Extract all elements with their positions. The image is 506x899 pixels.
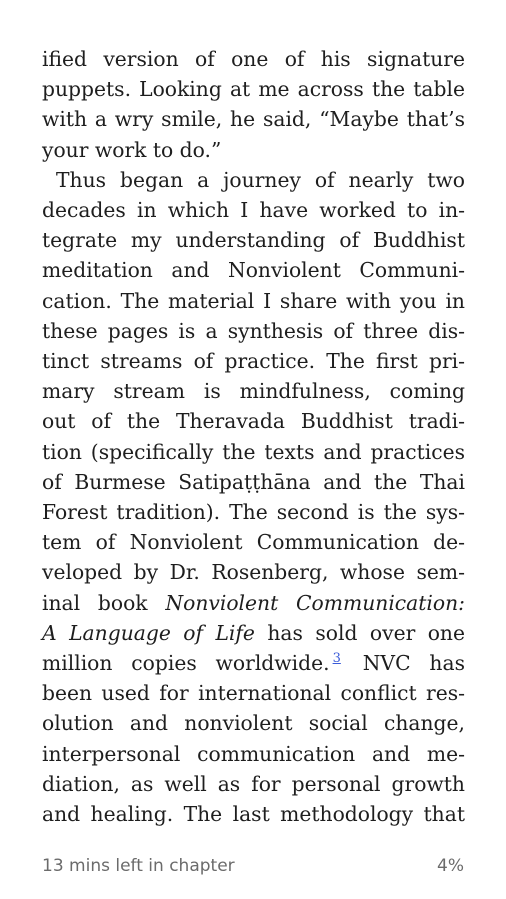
- text-line: mary stream is mindfulness, coming: [42, 379, 465, 404]
- text-line: tinct streams of practice. The first pri-: [42, 349, 465, 374]
- time-left-in-chapter[interactable]: 13 mins left in chapter: [42, 856, 235, 876]
- text-line-with-title: [42, 618, 465, 648]
- paragraph-2: [42, 165, 465, 829]
- text-line: Forest tradition). The second is the sys-: [42, 500, 465, 525]
- text-segment: million copies worldwide.: [42, 651, 330, 676]
- text-line: ified version of one of his signature: [42, 47, 465, 71]
- paragraph-1: [42, 44, 465, 165]
- text-line: olution and nonviolent social change,: [42, 711, 465, 736]
- text-line: tegrate my understanding of Buddhist: [42, 228, 465, 253]
- text-line: diation, as well as for personal growth: [42, 771, 465, 796]
- text-line: Thus began a journey of nearly two: [56, 167, 465, 192]
- text-line: decades in which I have worked to in-: [42, 198, 465, 223]
- text-line: veloped by Dr. Rosenberg, whose sem-: [42, 560, 465, 585]
- text-line: out of the Theravada Buddhist tradi-: [42, 409, 465, 434]
- progress-percent: 4%: [437, 856, 464, 876]
- text-line: tem of Nonviolent Communication de-: [42, 530, 465, 555]
- text-line-with-title: [42, 588, 465, 618]
- text-line: puppets. Looking at me across the table: [42, 77, 465, 102]
- text-line-with-footnote: [42, 648, 465, 678]
- text-line: interpersonal communication and me-: [42, 741, 465, 766]
- reading-progress-footer: [42, 856, 464, 882]
- text-segment: inal book: [42, 590, 166, 615]
- book-text: [42, 44, 465, 829]
- text-line: meditation and Nonviolent Communi-: [42, 258, 465, 283]
- text-line: tion (specifically the texts and practices: [42, 439, 465, 464]
- book-title-italic: Nonviolent Communication:: [165, 590, 465, 615]
- book-title-italic: A Language of Life: [42, 620, 255, 645]
- text-line: and healing. The last methodology that: [42, 802, 465, 827]
- text-segment: NVC has: [343, 651, 465, 676]
- text-line: these pages is a synthesis of three dis-: [42, 318, 465, 343]
- footnote-link[interactable]: 3: [332, 651, 341, 667]
- text-segment: has sold over one: [254, 620, 465, 645]
- text-line: your work to do.”: [42, 137, 222, 162]
- text-line: with a wry smile, he said, “Maybe that’s: [42, 107, 465, 132]
- text-line: cation. The material I share with you in: [42, 288, 465, 313]
- text-line: been used for international conflict res-: [42, 681, 465, 706]
- text-line: of Burmese Satipaṭṭhāna and the Thai: [42, 469, 465, 494]
